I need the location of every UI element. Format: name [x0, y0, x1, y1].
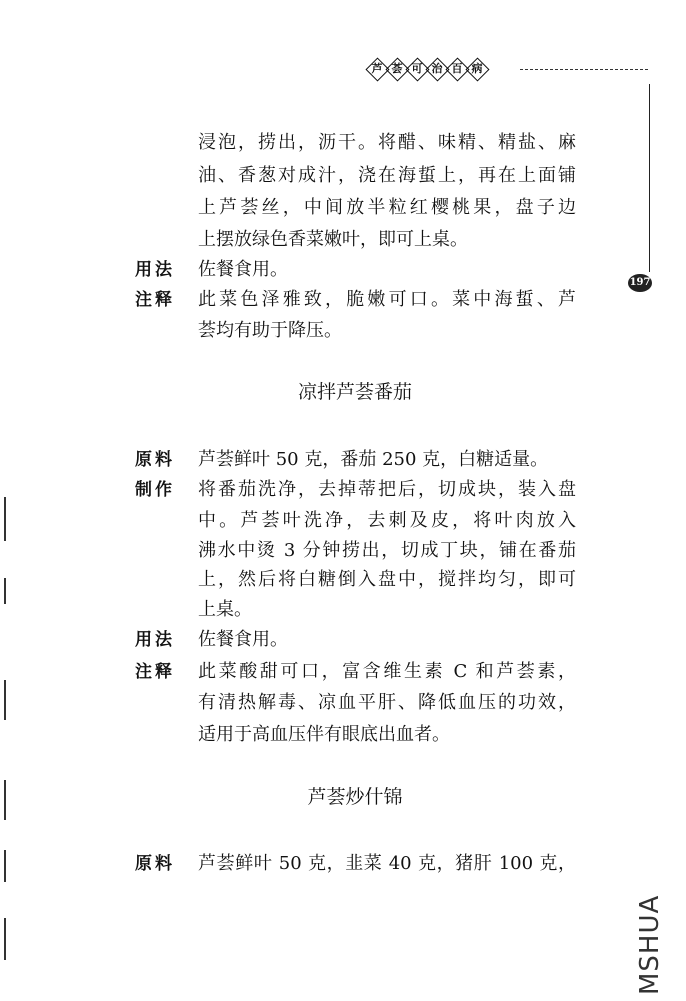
scan-edge-mark	[4, 497, 6, 541]
scan-edge-mark	[4, 850, 6, 882]
header-char: 治	[426, 58, 448, 80]
header-char: 芦	[366, 58, 388, 80]
body-line: 上摆放绿色香菜嫩叶，即可上桌。	[198, 229, 468, 250]
note-line: 荟均有助于降压。	[198, 320, 342, 341]
watermark: MSHUA	[635, 894, 665, 995]
ingredients-label: 原料	[135, 450, 175, 470]
body-line: 浸泡，捞出，沥干。将醋、味精、精盐、麻	[198, 132, 576, 153]
method-line: 上，然后将白糖倒入盘中，搅拌均匀，即可	[198, 569, 576, 590]
header-char: 病	[466, 58, 488, 80]
ingredients-text: 芦荟鲜叶 50 克，韭菜 40 克，猪肝 100 克，	[198, 853, 576, 874]
ingredients-label: 原料	[135, 854, 175, 874]
note-line: 此菜酸甜可口，富含维生素 C 和芦荟素，	[198, 661, 576, 682]
running-header	[366, 58, 486, 80]
header-char: 荟	[386, 58, 408, 80]
note-label: 注释	[135, 662, 175, 682]
scan-edge-mark	[4, 578, 6, 604]
method-label: 制作	[135, 480, 175, 500]
header-char: 百	[446, 58, 468, 80]
note-line: 适用于高血压伴有眼底出血者。	[198, 724, 450, 745]
header-rule	[520, 69, 648, 70]
recipe-title: 芦荟炒什锦	[307, 786, 403, 808]
note-line: 此菜色泽雅致，脆嫩可口。菜中海蜇、芦	[198, 289, 576, 310]
method-line: 上桌。	[198, 599, 252, 620]
method-line: 中。芦荟叶洗净，去刺及皮，将叶肉放入	[198, 510, 576, 531]
scan-edge-mark	[4, 918, 6, 960]
margin-rule	[649, 84, 650, 272]
scan-edge-mark	[4, 780, 6, 820]
body-line: 油、香葱对成汁，浇在海蜇上，再在上面铺	[198, 165, 576, 186]
body-line: 上芦荟丝，中间放半粒红樱桃果，盘子边	[198, 197, 576, 218]
usage-label: 用法	[135, 630, 175, 650]
ingredients-text: 芦荟鲜叶 50 克，番茄 250 克，白糖适量。	[198, 449, 549, 470]
usage-text: 佐餐食用。	[198, 629, 288, 650]
usage-label: 用法	[135, 260, 175, 280]
usage-text: 佐餐食用。	[198, 259, 288, 280]
page-number: 197	[628, 274, 652, 292]
note-label: 注释	[135, 290, 175, 310]
header-char: 可	[406, 58, 428, 80]
method-line: 沸水中烫 3 分钟捞出，切成丁块，铺在番茄	[198, 540, 576, 561]
note-line: 有清热解毒、凉血平肝、降低血压的功效，	[198, 692, 576, 713]
recipe-title: 凉拌芦荟番茄	[297, 381, 412, 403]
scan-edge-mark	[4, 680, 6, 720]
method-line: 将番茄洗净，去掉蒂把后，切成块，装入盘	[198, 479, 576, 500]
